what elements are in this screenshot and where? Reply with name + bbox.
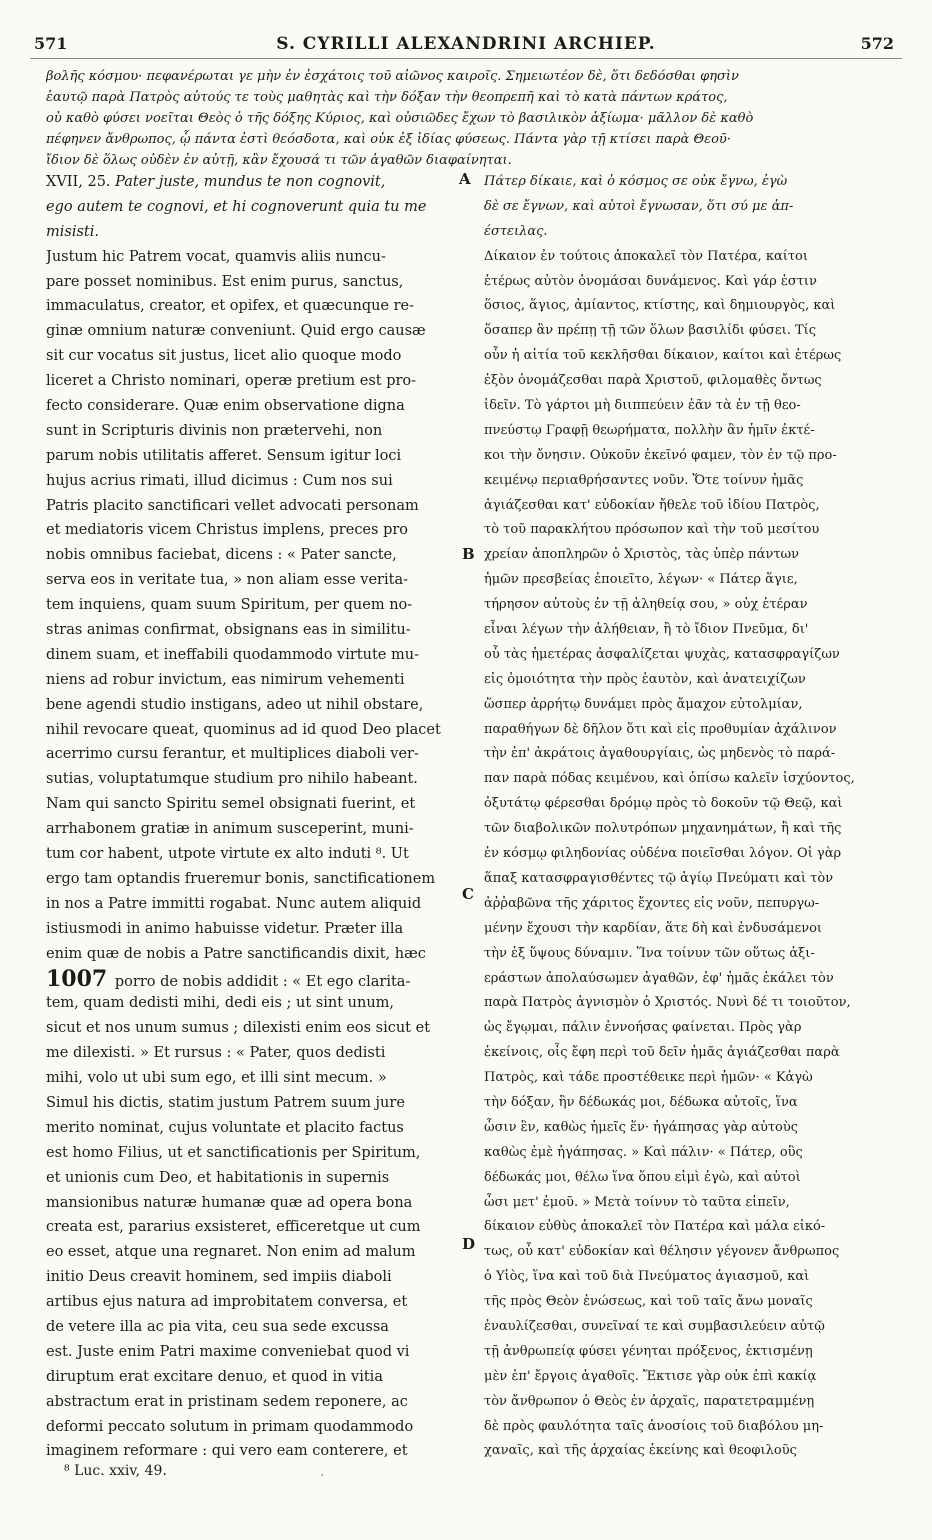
page-number-left: 571 (34, 34, 68, 53)
text-line: ἑτέρως αὐτὸν ὀνομάσαι δυνάμενος. Καὶ γάρ ἐστιν (484, 273, 817, 289)
text-line: ἀῤῥαβῶνα τῆς χάριτος ἔχοντες εἰς νοῦν, πεπυργω- (484, 895, 820, 911)
text-line: ἐξὸν ὀνομάζεσθαι παρὰ Χριστοῦ, φιλομαθὲς ὄντως (484, 373, 822, 389)
text-line: est homo Filius, ut et sanctificationis per Spiritum, (46, 1144, 421, 1161)
text-line: ἰδεῖν. Τὸ γάρτοι μὴ διιππεύειν ἐᾶν τὰ ἐν τῇ θεο- (484, 398, 801, 414)
text-line: ἐν κόσμῳ φιληδονίας οὐδένα ποιεῖσθαι λόγον. Οἱ γὰρ (484, 846, 842, 862)
text-line: δέδωκάς μοι, θέλω ἵνα ὅπου εἰμὶ ἐγὼ, καὶ αὐτοὶ (484, 1169, 801, 1185)
text-line: παν παρὰ πόδας κειμένου, καὶ ὀπίσω καλεῖν ἰσχύοντος, (484, 771, 855, 787)
verse-number: XVII, 25. (46, 174, 116, 190)
margin-letter-c: C (462, 885, 474, 903)
greek-column (484, 170, 910, 1464)
text-line: τῇ ἀνθρωπείᾳ φύσει γένηται πρόξενος, ἐκτισμένῃ (484, 1343, 813, 1359)
text-line: immaculatus, creator, et opifex, et quæcunque re- (46, 298, 415, 315)
text-line: Nam qui sancto Spiritu semel obsignati fuerint, et (46, 796, 416, 813)
text-line: παρὰ Πατρὸς ἁγνισμὸν ὁ Χριστός. Νυνὶ δέ τι τοιοῦτον, (484, 995, 851, 1011)
text-line: ἑαυτῷ παρὰ Πατρὸς αὐτούς τε τοὺς μαθητὰς καὶ τὴν δόξαν τὴν θεοπρεπῆ καὶ τὸ κατὰ πάντων κράτος, (46, 90, 728, 105)
text-line: κειμένῳ περιαθρήσαντες νοῦν. Ὅτε τοίνυν ἡμᾶς (484, 472, 804, 488)
text-line: liceret a Christo nominari, operæ pretium est pro- (46, 373, 417, 390)
text-line: et mediatoris vicem Christus implens, preces pro (46, 522, 409, 539)
text-line: Patris placito sanctificari vellet advocati personam (46, 497, 419, 514)
text-line: Πατρὸς, καὶ τάδε προστέθεικε περὶ ἡμῶν· « Κἀγὼ (484, 1070, 813, 1086)
text-line: ἐκείνοις, οἷς ἔφη περὶ τοῦ δεῖν ἡμᾶς ἁγιάζεσθαι παρὰ (484, 1045, 840, 1061)
margin-letter-b: B (462, 545, 475, 563)
text-line: imaginem reformare : qui vero eam conterere, et (46, 1443, 408, 1460)
text-line: τὸ τοῦ παρακλήτου πρόσωπον καὶ τὴν τοῦ μεσίτου (484, 522, 820, 538)
text-line: εράστων ἀπολαύσωμεν ἀγαθῶν, ἐφ' ἡμᾶς ἐκάλει τὸν (484, 970, 834, 986)
text-line: βολῆς κόσμου· πεφανέρωται γε μὴν ἐν ἐσχάτοις τοῦ αἰῶνος καιροῖς. Σημειωτέον δὲ, ὅτι δεδόσθαι φησὶν (46, 69, 739, 84)
verse-heading-line: δὲ σε ἔγνων, καὶ αὐτοὶ ἔγνωσαν, ὅτι σύ με ἀπ- (484, 198, 794, 214)
text-line: ὦσιν ἓν, καθὼς ἡμεῖς ἕν· ἠγάπησας γὰρ αὐτοὺς (484, 1119, 799, 1135)
text-line: ginæ omnium naturæ conveniunt. Quid ergo causæ (46, 323, 426, 340)
header-rule (30, 58, 902, 59)
text-line: εἶναι λέγων τὴν ἀλήθειαν, ἢ τὸ ἴδιον Πνεῦμα, δι' (484, 622, 809, 638)
text-line: merito nominat, cujus voluntate et placito factus (46, 1119, 404, 1136)
text-line: μένην ἔχουσι τὴν καρδίαν, ἅτε δὴ καὶ ἐνδυσάμενοι (484, 920, 823, 936)
text-line: est. Juste enim Patri maxime conveniebat quod vi (46, 1343, 410, 1360)
column-number: 1007 (46, 966, 115, 992)
text-line: de vetere illa ac pia vita, ceu sua sede excussa (46, 1318, 389, 1335)
text-line: me dilexisti. » Et rursus : « Pater, quos dedisti (46, 1045, 386, 1062)
text-line: mihi, volo ut ubi sum ego, et illi sint mecum. » (46, 1070, 387, 1087)
text-line: nobis omnibus faciebat, dicens : « Pater sancte, (46, 547, 397, 564)
text-line: οὐ καθὸ φύσει νοεῖται Θεὸς ὁ τῆς δόξης Κύριος, καὶ οὐσιῶδες ἔχων τὸ βασιλικὸν ἀξίωμα· μᾶλλον δὲ καθὸ (46, 111, 754, 126)
verse-heading-line: έστειλας. (484, 223, 548, 239)
text-line: τως, οὗ κατ' εὐδοκίαν καὶ θέλησιν γέγονεν ἄνθρωπος (484, 1244, 840, 1260)
page-number-right: 572 (860, 34, 894, 53)
text-line: τὸν ἄνθρωπον ὁ Θεὸς ἐν ἀρχαῖς, παρατετραμμένῃ (484, 1393, 815, 1409)
text-line: οὗ τὰς ἡμετέρας ἀσφαλίζεται ψυχὰς, κατασφραγίζων (484, 646, 840, 662)
text-line: τῶν διαβολικῶν πολυτρόπων μηχανημάτων, ἢ καὶ τῆς (484, 821, 842, 837)
latin-column (46, 170, 466, 1464)
text-line: τήρησον αὐτοὺς ἐν τῇ ἀληθείᾳ σου, » οὐχ ἑτέραν (484, 597, 808, 613)
text-line: ὦσι μετ' ἐμοῦ. » Μετὰ τοίνυν τὸ ταῦτα εἰπεῖν, (484, 1194, 790, 1210)
text-line: sutias, voluptatumque studium pro nihilo habeant. (46, 771, 418, 788)
margin-letter-d: D (462, 1235, 476, 1253)
text-line: sunt in Scripturis divinis non prætervehi, non (46, 422, 383, 439)
text-line: in nos a Patre immitti rogabat. Nunc autem aliquid (46, 895, 422, 912)
text-line: χρείαν ἀποπληρῶν ὁ Χριστὸς, τὰς ὑπὲρ πάντων (484, 547, 800, 563)
margin-letter-a: A (459, 170, 471, 188)
text-line: ergo tam optandis frueremur bonis, sanctificationem (46, 870, 436, 887)
text-line: sit cur vocatus sit justus, licet alio quoque modo (46, 348, 402, 365)
text-line: τὴν ἐπ' ἀκράτοις ἀγαθουργίαις, ὡς μηδενὸς τὸ παρά- (484, 746, 836, 762)
text-line: δὲ πρὸς φαυλότητα ταῖς ἀνοσίοις τοῦ διαβόλου μη- (484, 1418, 824, 1434)
top-greek-paragraph (46, 66, 908, 171)
text-line: ὀξυτάτῳ φέρεσθαι δρόμῳ πρὸς τὸ δοκοῦν τῷ Θεῷ, καὶ (484, 796, 843, 812)
text-line: ὅσιος, ἅγιος, ἀμίαντος, κτίστης, καὶ δημιουργὸς, καὶ (484, 298, 836, 314)
text-line: deformi peccato solutum in primam quodammodo (46, 1418, 414, 1435)
text-line: τὴν δόξαν, ἣν δέδωκάς μοι, δέδωκα αὐτοῖς, ἵνα (484, 1094, 798, 1110)
text-line: stras animas confirmat, obsignans eas in similitu- (46, 622, 411, 639)
verse-heading-text: misisti. (46, 223, 99, 240)
text-line: πνεύστῳ Γραφῇ θεωρήματα, πολλὴν ἂν ἡμῖν ἐκτέ- (484, 422, 815, 438)
text-line: καθὼς ἐμὲ ἠγάπησας. » Καὶ πάλιν· « Πάτερ, οὓς (484, 1144, 803, 1160)
text-line: ὡς ἔγῳμαι, πάλιν ἐννοήσας φαίνεται. Πρὸς γὰρ (484, 1020, 802, 1036)
text-line: pare posset nominibus. Est enim purus, sanctus, (46, 273, 404, 290)
text-line: ἡμῶν πρεσβείας ἐποιεῖτο, λέγων· « Πάτερ ἅγιε, (484, 572, 798, 588)
verse-heading-line (46, 170, 466, 195)
text-line: tum cor habent, utpote virtute ex alto induti ⁸. Ut (46, 846, 409, 863)
text-line: artibus ejus natura ad improbitatem conversa, et (46, 1294, 408, 1311)
text-line: mansionibus naturæ humanæ quæ ad opera bona (46, 1194, 413, 1211)
text-line: ἐναυλίζεσθαι, συνεῖναί τε καὶ συμβασιλεύειν αὐτῷ (484, 1318, 825, 1334)
text-line: tem inquiens, quam suum Spiritum, per quem no- (46, 597, 413, 614)
text-line: Δίκαιον ἐν τούτοις ἀποκαλεῖ τὸν Πατέρα, καίτοι (484, 248, 808, 264)
text-line-content: porro de nobis addidit : « Et ego clarita- (114, 973, 411, 990)
ink-speck: ⋅ (320, 1468, 325, 1482)
text-line (46, 967, 466, 992)
text-line: bene agendi studio instigans, adeo ut nihil obstare, (46, 696, 424, 713)
text-line: πέφηνεν ἄνθρωπος, ᾧ πάντα ἐστὶ θεόσδοτα, καὶ οὐκ ἐξ ἰδίας φύσεως. Πάντα γὰρ τῇ κτίσει παρὰ Θεοῦ· (46, 132, 731, 147)
text-line: fecto considerare. Quæ enim observatione digna (46, 398, 405, 415)
text-line: ὥσπερ ἀρρήτῳ δυνάμει πρὸς ἄμαχον εὐτολμίαν, (484, 696, 803, 712)
page-header (30, 10, 902, 54)
text-line: ἅπαξ κατασφραγισθέντες τῷ ἁγίῳ Πνεύματι καὶ τὸν (484, 870, 834, 886)
text-line: τὴν ἐξ ὕψους δύναμιν. Ἵνα τοίνυν τῶν οὕτως ἀξι- (484, 945, 815, 961)
verse-heading-line: Πάτερ δίκαιε, καὶ ὁ κόσμος σε οὐκ ἔγνω, ἐγὼ (484, 174, 788, 189)
verse-heading-text: Pater juste, mundus te non cognovit, (115, 174, 386, 190)
text-line: εἰς ὁμοιότητα τὴν πρὸς ἑαυτὸν, καὶ ἀνατειχίζων (484, 671, 806, 687)
text-line: enim quæ de nobis a Patre sanctificandis dixit, hæc (46, 945, 426, 962)
text-line: arrhabonem gratiæ in animum susceperint, muni- (46, 821, 414, 838)
text-line: μὲν ἐπ' ἔργοις ἀγαθοῖς. Ἔκτισε γὰρ οὐκ ἐπὶ κακίᾳ (484, 1368, 817, 1384)
text-line: δίκαιον εὐθὺς ἀποκαλεῖ τὸν Πατέρα καὶ μάλα εἰκό- (484, 1219, 826, 1235)
text-line: Simul his dictis, statim justum Patrem suum jure (46, 1094, 405, 1111)
text-line: hujus acrius rimati, illud dicimus : Cum nos sui (46, 472, 393, 489)
running-title: S. CYRILLI ALEXANDRINI ARCHIEP. (276, 34, 656, 54)
text-line: ἁγιάζεσθαι κατ' εὐδοκίαν ἤθελε τοῦ ἰδίου Πατρὸς, (484, 497, 820, 513)
text-line: acerrimo cursu ferantur, et multiplices diaboli ver- (46, 746, 419, 763)
text-line: creata est, pararius exsisteret, efficeretque ut cum (46, 1219, 421, 1236)
text-line: abstractum erat in pristinam sedem reponere, ac (46, 1393, 408, 1410)
text-line: parum nobis utilitatis afferet. Sensum igitur loci (46, 447, 402, 464)
text-line: sicut et nos unum sumus ; dilexisti enim eos sicut et (46, 1020, 431, 1037)
text-line: dinem suam, et ineffabili quodammodo virtute mu- (46, 646, 419, 663)
text-line: niens ad robur invictum, eas nimirum vehementi (46, 671, 405, 688)
text-line: diruptum erat excitare denuo, et quod in vitia (46, 1368, 383, 1385)
text-line: ἴδιον δὲ ὅλως οὐδὲν ἐν αὐτῇ, κἂν ἔχουσά τι τῶν ἀγαθῶν διαφαίνηται. (46, 153, 512, 168)
footnote: ⁸ Luc. xxiv, 49. (64, 1463, 167, 1479)
text-line: Justum hic Patrem vocat, quamvis aliis nuncu- (46, 248, 386, 265)
text-line: παραθήγων δὲ δῆλον ὅτι καὶ εἰς προθυμίαν ἀχάλινον (484, 721, 837, 737)
text-line: ὁ Υἱὸς, ἵνα καὶ τοῦ διὰ Πνεύματος ἁγιασμοῦ, καὶ (484, 1269, 810, 1285)
verse-heading-line (46, 220, 466, 245)
text-line: ὅσαπερ ἂν πρέπῃ τῇ τῶν ὅλων βασιλίδι φύσει. Τίς (484, 323, 817, 339)
text-line: χαναῖς, καὶ τῆς ἀρχαίας ἐκείνης καὶ θεοφιλοῦς (484, 1443, 797, 1459)
text-line: τῆς πρὸς Θεὸν ἑνώσεως, καὶ τοῦ ταῖς ἄνω μοναῖς (484, 1294, 813, 1310)
text-line: tem, quam dedisti mihi, dedi eis ; ut sint unum, (46, 995, 395, 1012)
text-line: nihil revocare queat, quominus ad id quod Deo placet (46, 721, 441, 738)
text-line: et unionis cum Deo, et habitationis in supernis (46, 1169, 390, 1186)
text-line: serva eos in veritate tua, » non aliam esse verita- (46, 572, 408, 589)
text-line: initio Deus creavit hominem, sed impiis diaboli (46, 1269, 392, 1286)
text-line: οὖν ἡ αἰτία τοῦ κεκλῆσθαι δίκαιον, καίτοι καὶ ἑτέρως (484, 348, 842, 364)
text-line: istiusmodi in animo habuisse videtur. Præter illa (46, 920, 404, 937)
verse-heading-line (46, 195, 466, 220)
text-line: eo esset, atque una regnaret. Non enim ad malum (46, 1244, 416, 1261)
verse-heading-text: ego autem te cognovi, et hi cognoverunt quia tu me (46, 198, 427, 215)
text-line: κοι τὴν ὄνησιν. Οὐκοῦν ἐκεῖνό φαμεν, τὸν ἐν τῷ προ- (484, 447, 837, 463)
